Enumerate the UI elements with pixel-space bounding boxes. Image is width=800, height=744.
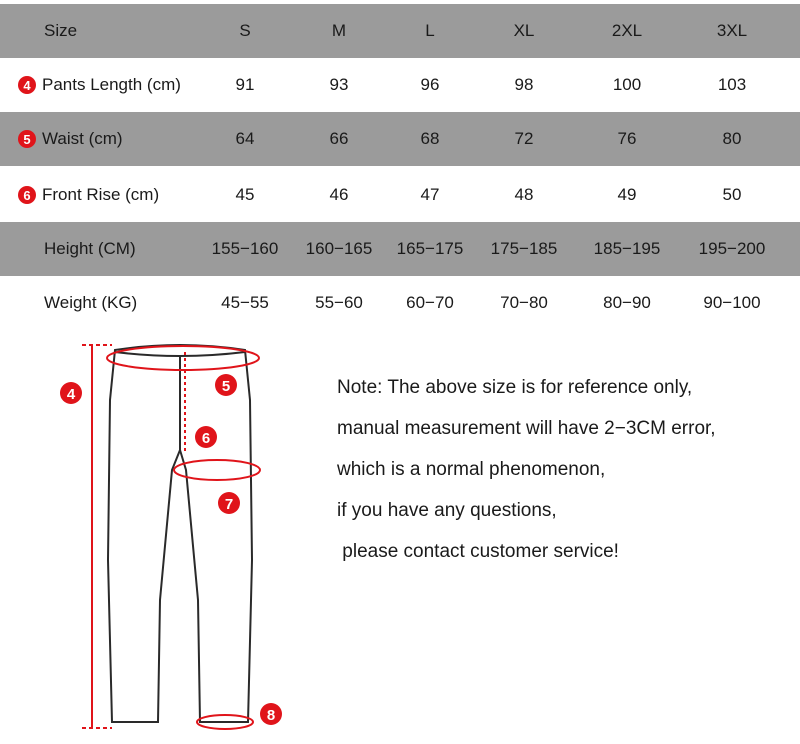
table-cell: 175−185 [490,239,558,258]
table-cell: 195−200 [698,239,766,258]
size-col-s: S [239,21,251,40]
marker-6-text: 6 [201,430,211,447]
marker-4-badge: 4 [18,76,36,94]
table-cell: 45−55 [221,293,269,312]
table-cell: 103 [717,75,747,94]
table-cell: 98 [514,75,534,94]
table-cell: 49 [617,185,637,204]
table-cell: 64 [235,129,255,148]
table-cell: 165−175 [396,239,464,258]
table-cell: 96 [420,75,440,94]
table-cell: 72 [514,129,534,148]
front-rise-label: Front Rise (cm) [42,185,160,204]
waist-label: Waist (cm) [42,129,123,148]
table-cell: 68 [420,129,440,148]
pants-outline [108,345,252,722]
note-line-4: if you have any questions, [337,500,557,521]
marker-8 [260,703,282,725]
size-col-l: L [425,21,435,40]
table-cell: 55−60 [315,293,363,312]
marker-6 [195,426,217,448]
table-cell: 100 [612,75,642,94]
size-col-3xl: 3XL [716,21,748,40]
table-cell: 155−160 [211,239,279,258]
marker-5-badge: 5 [18,130,36,148]
pants-length-label: Pants Length (cm) [42,75,181,94]
table-cell: 50 [722,185,742,204]
table-cell: 47 [420,185,440,204]
height-label: Height (CM) [44,239,136,258]
note-line-3: which is a normal phenomenon, [337,459,606,480]
waist-row [0,112,800,166]
table-cell: 70−80 [500,293,548,312]
table-cell: 185−195 [593,239,661,258]
table-cell: 91 [235,75,255,94]
marker-8-text: 8 [266,707,276,724]
size-col-2xl: 2XL [611,21,643,40]
table-cell: 46 [329,185,349,204]
table-cell: 90−100 [703,293,761,312]
weight-label: Weight (KG) [44,293,138,312]
size-col-m: M [331,21,347,40]
marker-4 [60,382,82,404]
table-cell: 160−165 [305,239,373,258]
marker-6-badge: 6 [18,186,36,204]
table-cell: 80 [722,129,742,148]
table-cell: 48 [514,185,534,204]
note-line-2: manual measurement will have 2−3CM error, [337,418,716,439]
front-rise-row [0,168,800,222]
size-header-label: Size [44,21,78,40]
table-cell: 66 [329,129,349,148]
pants-diagram [0,330,320,744]
marker-7 [218,492,240,514]
weight-row [0,276,800,330]
table-cell: 93 [329,75,349,94]
table-cell: 45 [235,185,255,204]
marker-5-text: 5 [221,378,231,395]
table-cell: 80−90 [603,293,651,312]
table-cell: 60−70 [406,293,454,312]
note-line-5: please contact customer service! [337,541,619,562]
size-header-row [0,4,800,58]
marker-5 [215,374,237,396]
table-cell: 76 [617,129,637,148]
marker-4-text: 4 [66,386,76,403]
size-col-xl: XL [513,21,535,40]
note-line-1: Note: The above size is for reference only, [337,377,693,398]
pants-length-row [0,58,800,112]
height-row [0,222,800,276]
marker-7-text: 7 [224,496,234,513]
